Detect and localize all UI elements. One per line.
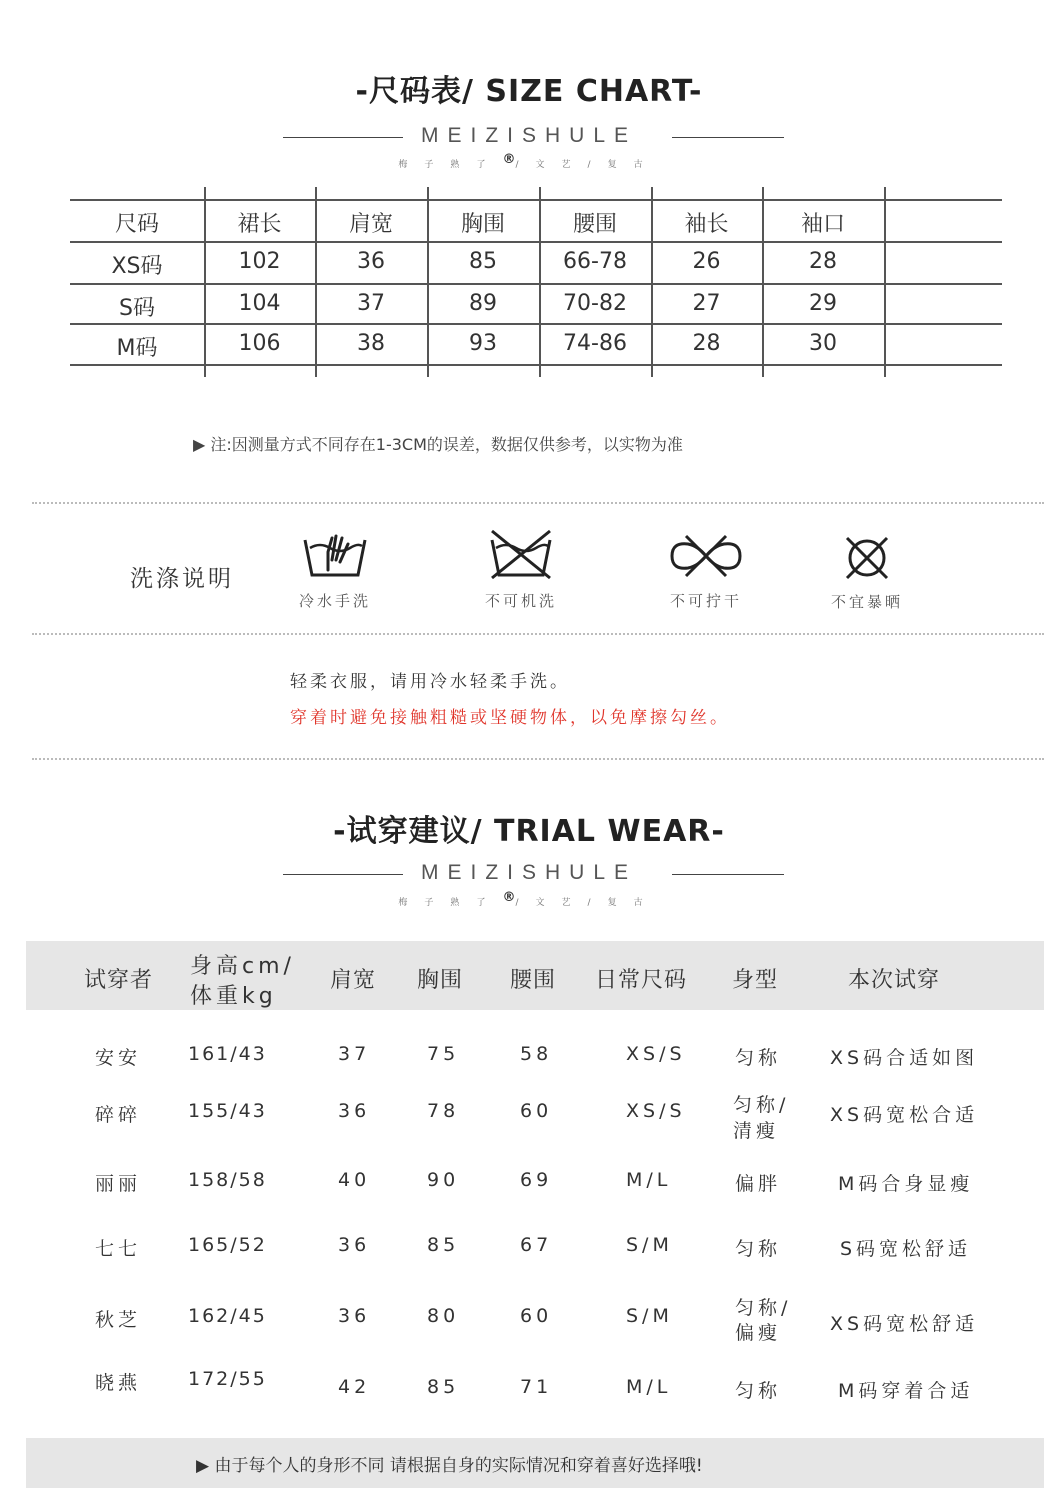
trial-result: XS码宽松舒适 xyxy=(830,1313,979,1335)
wash-label: 不可机洗 xyxy=(484,592,557,610)
trial-hw: 155/43 xyxy=(188,1100,267,1122)
trial-body: 匀称/ xyxy=(735,1297,792,1319)
trial-title: -试穿建议/ TRIAL WEAR- xyxy=(333,814,725,849)
trial-header-shoulder: 肩宽 xyxy=(330,968,377,993)
trial-hw: 162/45 xyxy=(188,1305,267,1327)
size-cell: 104 xyxy=(238,291,281,316)
trial-bust: 85 xyxy=(427,1376,460,1398)
size-cell: XS码 xyxy=(111,254,163,279)
trial-row xyxy=(0,1169,1058,1199)
size-cell: 106 xyxy=(238,331,281,356)
trial-name: 丽丽 xyxy=(95,1173,142,1195)
trial-header-weight: 体重kg xyxy=(190,984,277,1009)
trial-result: M码穿着合适 xyxy=(838,1380,974,1402)
trial-hw: 158/58 xyxy=(188,1169,267,1191)
footer-bar xyxy=(26,1438,1044,1488)
size-cell: 70-82 xyxy=(563,291,627,316)
trial-body-2: 清瘦 xyxy=(733,1120,780,1142)
trial-row xyxy=(0,1090,1058,1150)
size-cell: S码 xyxy=(119,296,155,321)
size-cell: 30 xyxy=(809,331,837,356)
trial-size: S/M xyxy=(626,1234,673,1256)
trial-header-bust: 胸围 xyxy=(417,968,464,993)
trial-size: S/M xyxy=(626,1305,673,1327)
size-chart-title: -尺码表/ SIZE CHART- xyxy=(355,74,703,109)
footer-note: ▶ 由于每个人的身形不同 请根据自身的实际情况和穿着喜好选择哦! xyxy=(196,1456,703,1476)
trial-name: 晓燕 xyxy=(95,1372,142,1394)
wash-label: 不可拧干 xyxy=(669,592,742,610)
hand-wash-icon xyxy=(300,530,370,580)
trial-bust: 80 xyxy=(427,1305,460,1327)
trial-size: XS/S xyxy=(626,1043,686,1065)
trial-row xyxy=(0,1293,1058,1353)
dotted-divider xyxy=(32,758,1044,760)
size-cell: 27 xyxy=(692,291,721,316)
trial-row xyxy=(0,1368,1058,1408)
trial-name: 七七 xyxy=(95,1238,142,1260)
trial-hw: 165/52 xyxy=(188,1234,267,1256)
trial-bust: 85 xyxy=(427,1234,460,1256)
washing-title: 洗涤说明 xyxy=(130,566,234,592)
trial-bust: 78 xyxy=(427,1100,460,1122)
size-cell: M码 xyxy=(116,336,158,361)
trial-result: S码宽松舒适 xyxy=(840,1238,972,1260)
measurement-note: ▶ 注:因测量方式不同存在1-3CM的误差，数据仅供参考，以实物为准 xyxy=(193,435,683,454)
trial-body: 匀称 xyxy=(735,1380,782,1402)
trial-result: M码合身显瘦 xyxy=(838,1173,974,1195)
size-cell: 28 xyxy=(809,249,837,274)
trial-shoulder: 36 xyxy=(338,1305,371,1327)
size-cell: 66-78 xyxy=(563,249,627,274)
trial-hw: 172/55 xyxy=(188,1368,267,1390)
trial-name: 安安 xyxy=(95,1047,142,1069)
wash-item-machine xyxy=(451,528,591,611)
brand-name: MEIZISHULE xyxy=(420,124,638,147)
brand-tagline: 梅子熟了®/文艺/复古 xyxy=(398,890,660,908)
size-header-sleeve: 袖长 xyxy=(684,212,729,237)
trial-result: XS码合适如图 xyxy=(830,1047,979,1069)
trial-header-tester: 试穿者 xyxy=(84,968,154,993)
trial-waist: 60 xyxy=(520,1305,553,1327)
wash-item-wring xyxy=(636,532,776,611)
trial-waist: 60 xyxy=(520,1100,553,1122)
trial-header-body-type: 身型 xyxy=(732,968,779,993)
trial-shoulder: 37 xyxy=(338,1043,371,1065)
registered-mark: ® xyxy=(502,152,516,167)
trial-shoulder: 40 xyxy=(338,1169,371,1191)
trial-name: 秋芝 xyxy=(95,1309,142,1331)
wash-item-hand xyxy=(265,530,405,611)
size-cell: 37 xyxy=(357,291,385,316)
trial-waist: 67 xyxy=(520,1234,553,1256)
trial-bust: 90 xyxy=(427,1169,460,1191)
wash-item-sun xyxy=(797,535,937,612)
trial-header-usual-size: 日常尺码 xyxy=(595,968,688,993)
size-cell: 26 xyxy=(692,249,721,274)
size-cell: 36 xyxy=(357,249,385,274)
trial-shoulder: 36 xyxy=(338,1234,371,1256)
trial-result: XS码宽松合适 xyxy=(830,1104,979,1126)
trial-size: M/L xyxy=(626,1169,672,1191)
size-cell: 93 xyxy=(469,331,497,356)
size-header-bust: 胸围 xyxy=(460,212,505,237)
size-cell: 89 xyxy=(469,291,497,316)
size-cell: 28 xyxy=(692,331,721,356)
trial-hw: 161/43 xyxy=(188,1043,267,1065)
trial-bust: 75 xyxy=(427,1043,460,1065)
no-wring-icon xyxy=(666,532,746,580)
dotted-divider xyxy=(32,633,1044,635)
trial-body-2: 偏瘦 xyxy=(735,1322,782,1344)
trial-waist: 71 xyxy=(520,1376,553,1398)
trial-body: 匀称 xyxy=(735,1047,782,1069)
wash-label: 不宜暴晒 xyxy=(830,593,903,611)
trial-body: 偏胖 xyxy=(735,1173,782,1195)
trial-header-result: 本次试穿 xyxy=(848,968,941,993)
size-header-size: 尺码 xyxy=(114,212,159,237)
size-header-waist: 腰围 xyxy=(572,212,617,237)
trial-header-waist: 腰围 xyxy=(510,968,557,993)
trial-size: M/L xyxy=(626,1376,672,1398)
brand-name: MEIZISHULE xyxy=(420,861,638,884)
no-machine-wash-icon xyxy=(486,528,556,580)
trial-size: XS/S xyxy=(626,1100,686,1122)
registered-mark: ® xyxy=(502,890,516,905)
size-header-length: 裙长 xyxy=(237,212,282,237)
wash-label: 冷水手洗 xyxy=(298,592,371,610)
trial-row xyxy=(0,1234,1058,1264)
trial-waist: 58 xyxy=(520,1043,553,1065)
size-cell: 38 xyxy=(357,331,385,356)
size-header-shoulder: 肩宽 xyxy=(348,212,393,237)
trial-shoulder: 42 xyxy=(338,1376,371,1398)
trial-shoulder: 36 xyxy=(338,1100,371,1122)
trial-row xyxy=(0,1043,1058,1073)
size-cell: 29 xyxy=(809,291,837,316)
trial-waist: 69 xyxy=(520,1169,553,1191)
dotted-divider xyxy=(32,502,1044,504)
no-sun-dry-icon xyxy=(842,535,892,581)
size-cell: 85 xyxy=(469,249,497,274)
care-warning: 穿着时避免接触粗糙或坚硬物体，以免摩擦勾丝。 xyxy=(290,708,730,728)
size-header-cuff: 袖口 xyxy=(800,212,845,237)
trial-table-header xyxy=(26,941,1044,1010)
trial-body: 匀称 xyxy=(735,1238,782,1260)
size-cell: 102 xyxy=(238,249,281,274)
care-instruction: 轻柔衣服，请用冷水轻柔手洗。 xyxy=(290,672,570,692)
brand-tagline: 梅子熟了®/文艺/复古 xyxy=(398,152,660,170)
trial-header-height: 身高cm/ xyxy=(190,954,295,979)
trial-body: 匀称/ xyxy=(733,1094,790,1116)
size-cell: 74-86 xyxy=(563,331,627,356)
trial-name: 碎碎 xyxy=(95,1104,142,1126)
